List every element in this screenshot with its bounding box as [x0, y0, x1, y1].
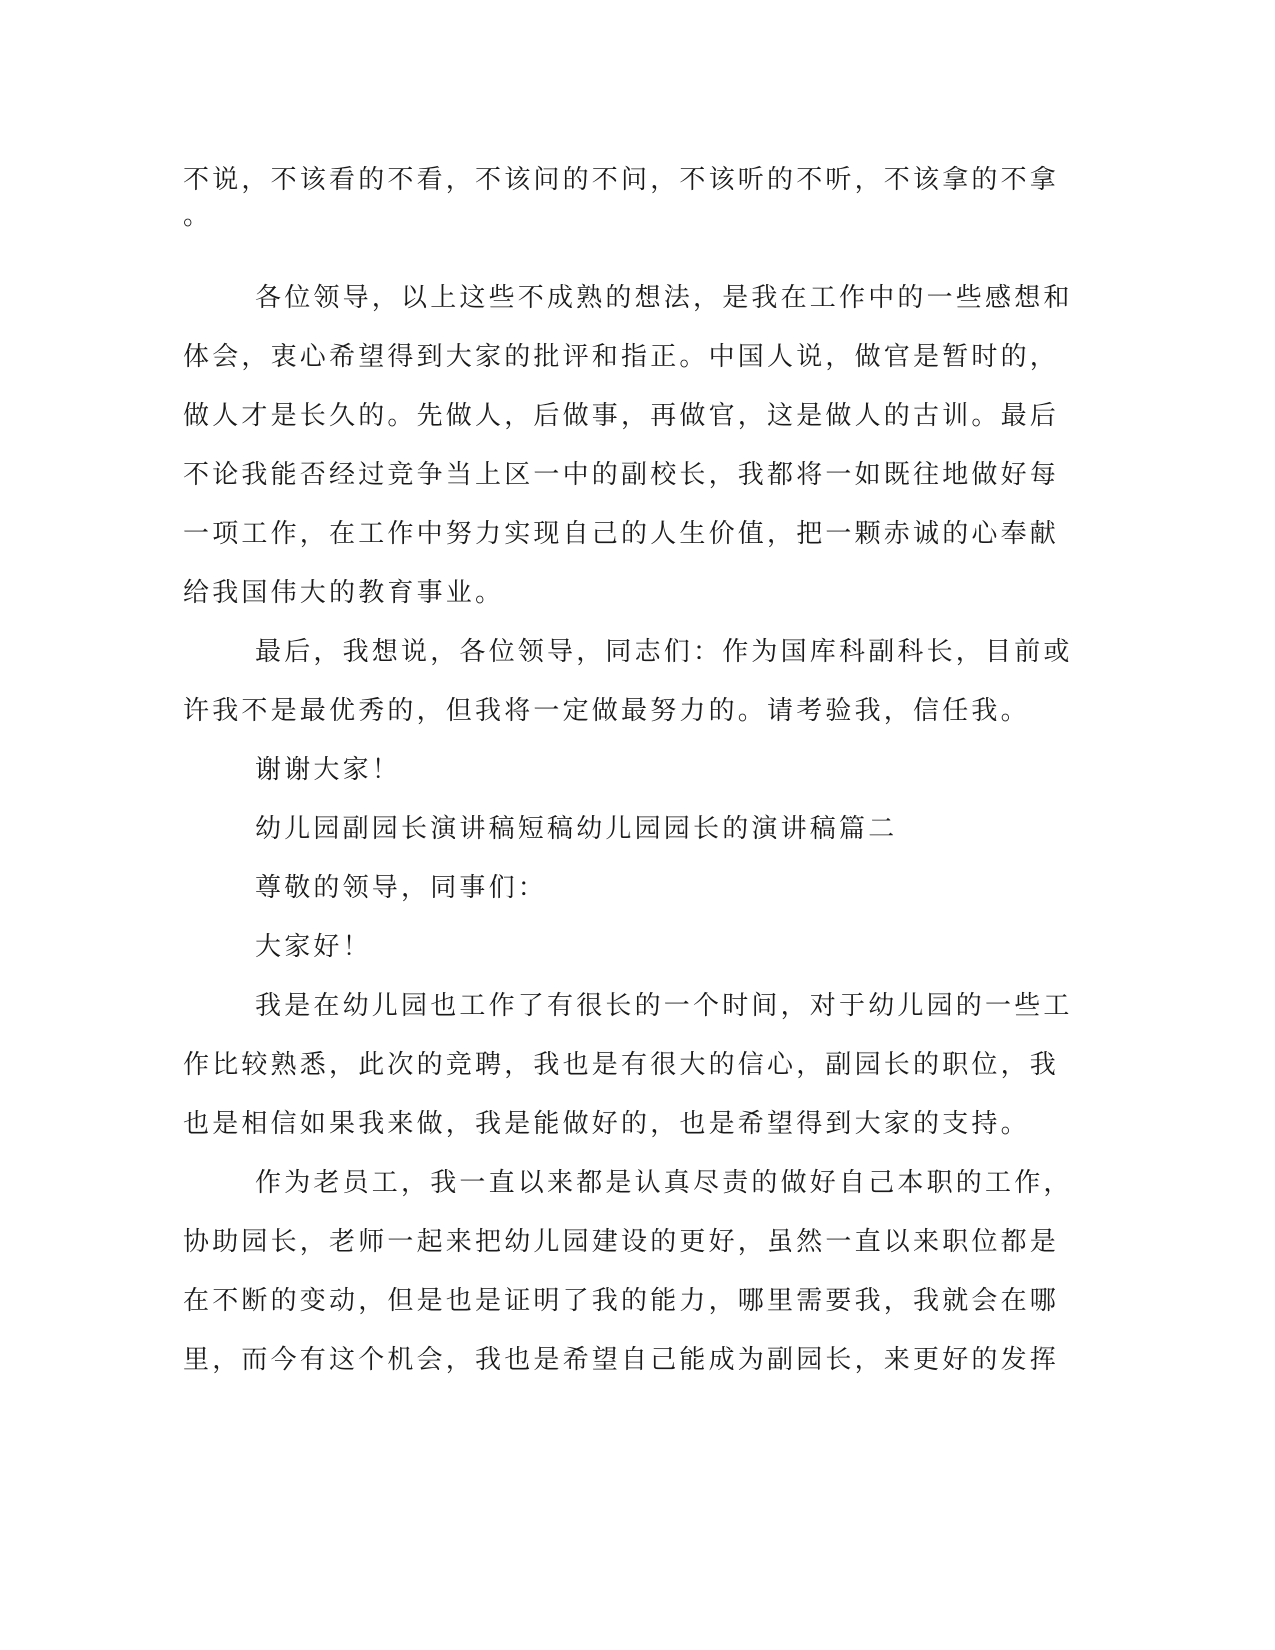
text-line: 里，而今有这个机会，我也是希望自己能成为副园长，来更好的发挥: [183, 1345, 1060, 1375]
text-line: 一项工作，在工作中努力实现自己的人生价值，把一颗赤诚的心奉献: [183, 519, 1060, 549]
text-line: 在不断的变动，但是也是证明了我的能力，哪里需要我，我就会在哪: [183, 1286, 1060, 1316]
text-line: 做人才是长久的。先做人，后做事，再做官，这是做人的古训。最后: [183, 401, 1060, 431]
paragraph-line: 大家好！: [255, 932, 372, 962]
paragraph-line: 我是在幼儿园也工作了有很长的一个时间，对于幼儿园的一些工: [255, 991, 1073, 1021]
paragraph-line: 各位领导，以上这些不成熟的想法，是我在工作中的一些感想和: [255, 283, 1073, 313]
paragraph-line: 谢谢大家！: [255, 755, 402, 785]
paragraph-line: 尊敬的领导，同事们：: [255, 873, 548, 903]
section-heading: 幼儿园副园长演讲稿短稿幼儿园园长的演讲稿篇二: [255, 814, 898, 844]
paragraph-line: 最后，我想说，各位领导，同志们：作为国库科副科长，目前或: [255, 637, 1073, 667]
text-line: 。: [183, 201, 213, 231]
text-line: 协助园长，老师一起来把幼儿园建设的更好，虽然一直以来职位都是: [183, 1227, 1060, 1257]
text-line: 给我国伟大的教育事业。: [183, 578, 505, 608]
text-line: 体会，衷心希望得到大家的批评和指正。中国人说，做官是暂时的，: [183, 342, 1060, 372]
paragraph-line: 作为老员工，我一直以来都是认真尽责的做好自己本职的工作，: [255, 1168, 1073, 1198]
text-line: 许我不是最优秀的，但我将一定做最努力的。请考验我，信任我。: [183, 696, 1030, 726]
text-line: 不说，不该看的不看，不该问的不问，不该听的不听，不该拿的不拿: [183, 165, 1060, 195]
text-line: 也是相信如果我来做，我是能做好的，也是希望得到大家的支持。: [183, 1109, 1030, 1139]
text-line: 不论我能否经过竞争当上区一中的副校长，我都将一如既往地做好每: [183, 460, 1060, 490]
text-line: 作比较熟悉，此次的竞聘，我也是有很大的信心，副园长的职位，我: [183, 1050, 1060, 1080]
